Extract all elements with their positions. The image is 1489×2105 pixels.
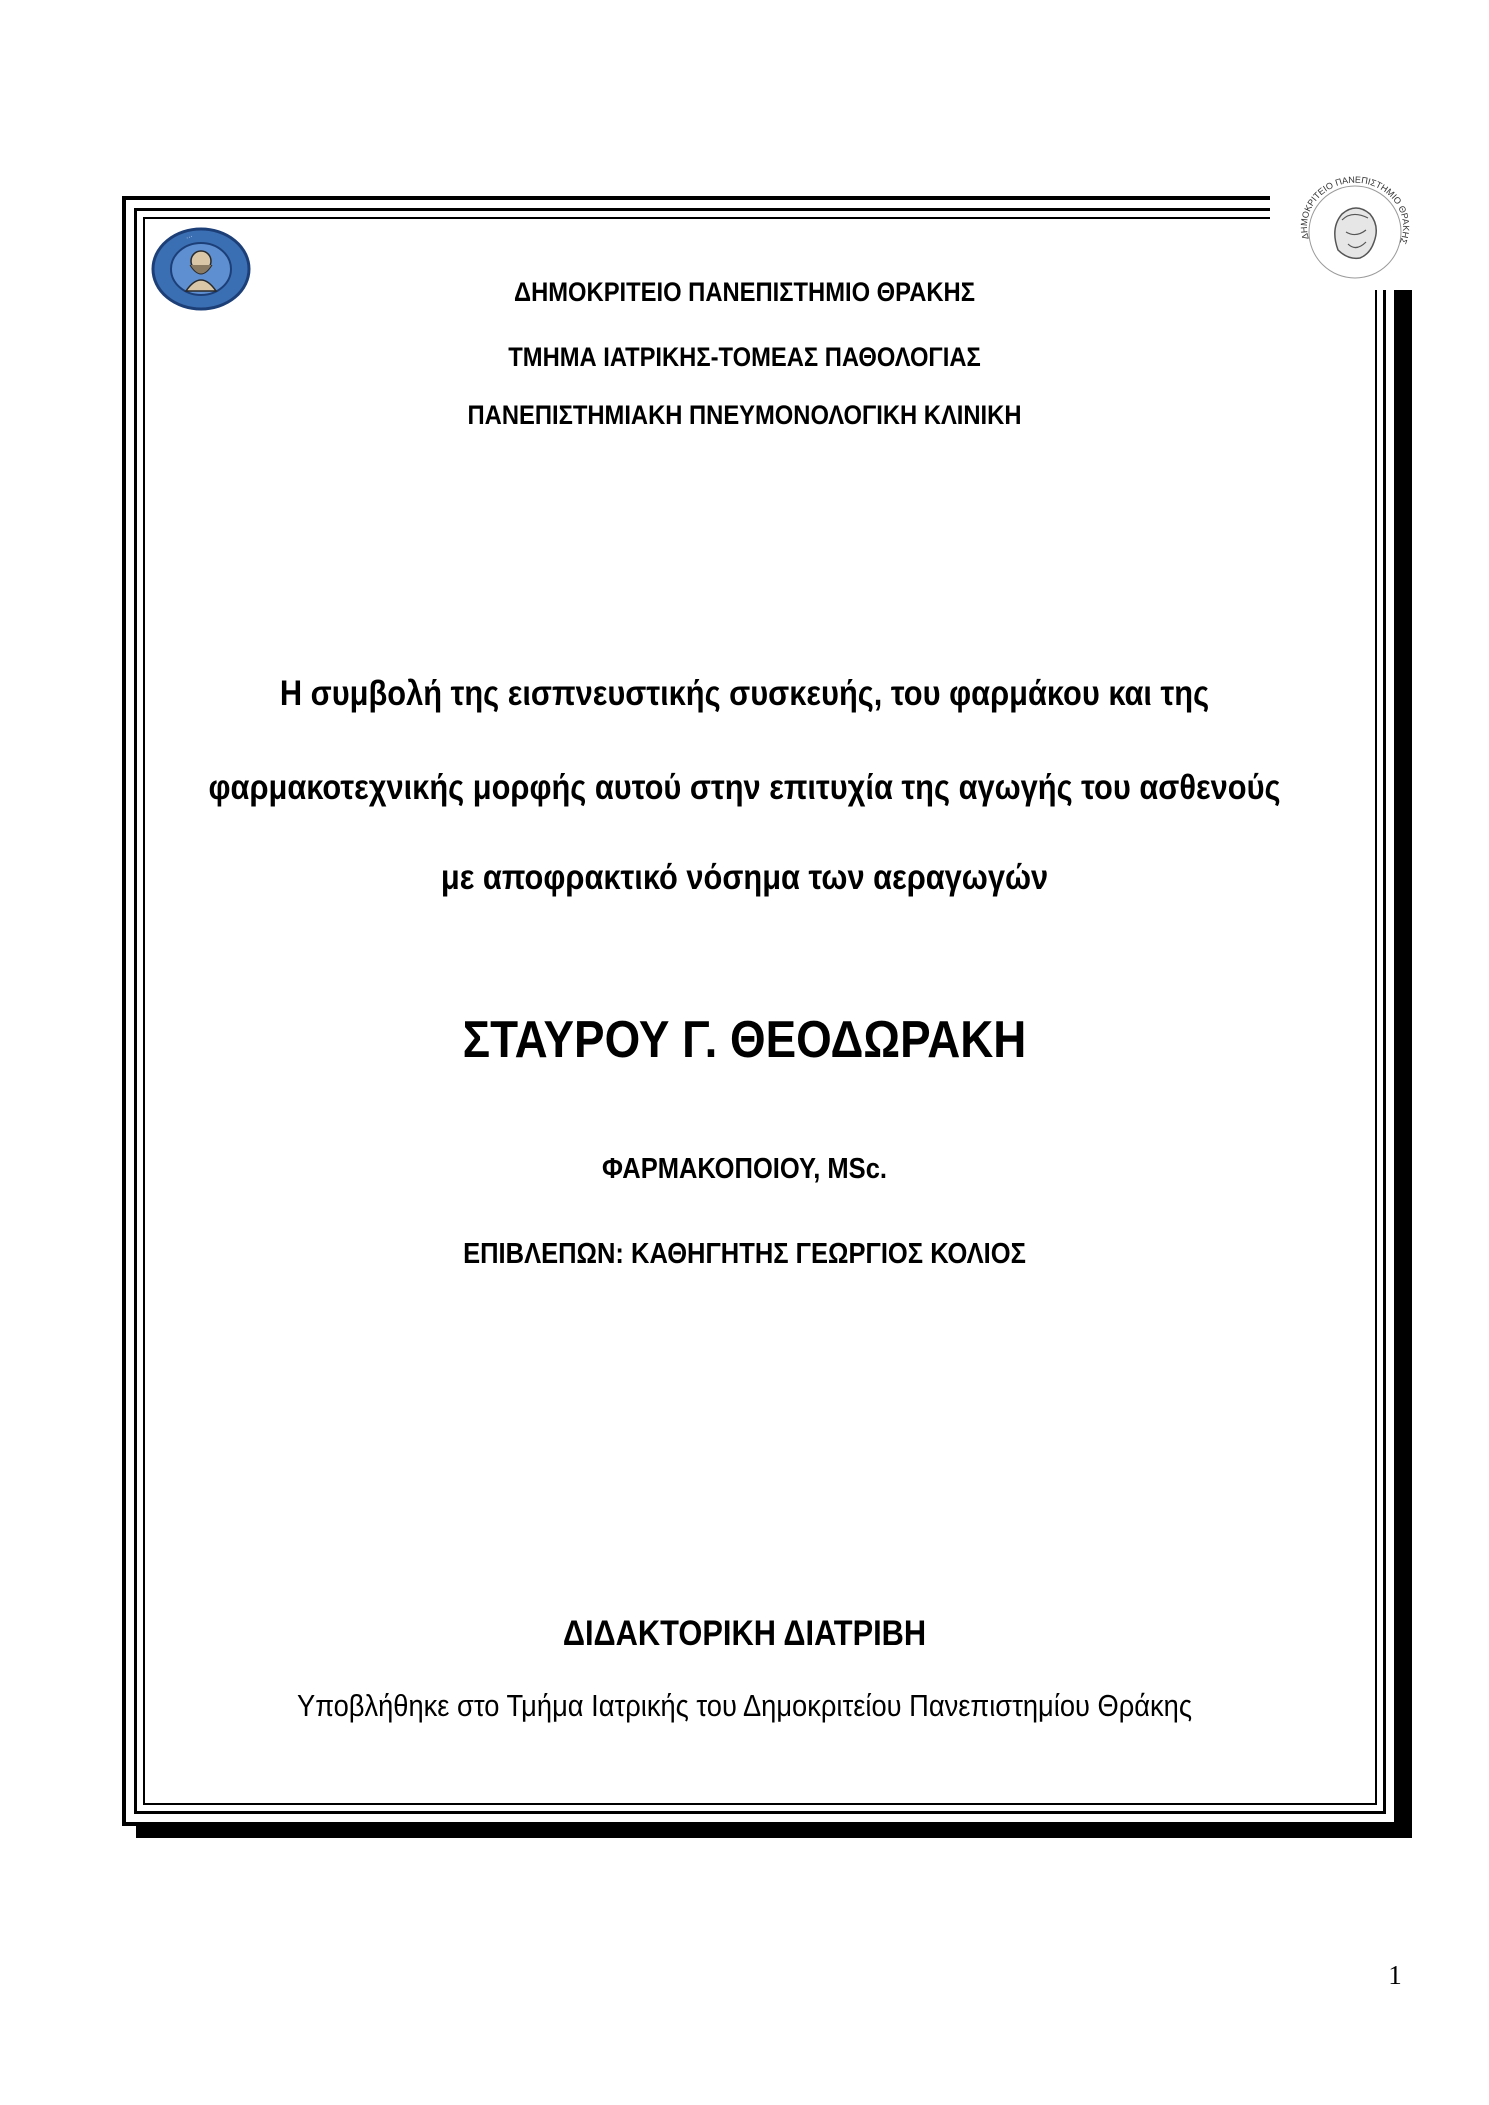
author-profession: ΦΑΡΜΑΚΟΠΟΙΟΥ, MSc. bbox=[602, 1153, 887, 1185]
thesis-title-line-1: Η συμβολή της εισπνευστικής συσκευής, του φαρμάκου και της bbox=[279, 674, 1210, 713]
thesis-title-line-2: φαρμακοτεχνικής μορφής αυτού στην επιτυχία της αγωγής του ασθενούς bbox=[208, 768, 1281, 807]
democritus-head-seal-icon bbox=[1290, 172, 1420, 284]
supervisor: ΕΠΙΒΛΕΠΩΝ: ΚΑΘΗΓΗΤΗΣ ΓΕΩΡΓΙΟΣ ΚΟΛΙΟΣ bbox=[463, 1238, 1026, 1270]
author-name: ΣΤΑΥΡΟΥ Γ. ΘΕΟΔΩΡΑΚΗ bbox=[462, 1011, 1027, 1069]
clinic-name: ΠΑΝΕΠΙΣΤΗΜΙΑΚΗ ΠΝΕΥΜΟΝΟΛΟΓΙΚΗ ΚΛΙΝΙΚΗ bbox=[467, 400, 1022, 430]
thesis-type: ΔΙΔΑΚΤΟΡΙΚΗ ΔΙΑΤΡΙΒΗ bbox=[562, 1614, 927, 1653]
seal-ring-text: ΔΗΜΟΚΡΙΤΕΙΟ ΠΑΝΕΠΙΣΤΗΜΙΟ ΘΡΑΚΗΣ bbox=[1298, 174, 1412, 246]
department-name: ΤΜΗΜΑ ΙΑΤΡΙΚΗΣ-ΤΟΜΕΑΣ ΠΑΘΟΛΟΓΙΑΣ bbox=[508, 342, 981, 372]
page-number: 1 bbox=[1388, 1960, 1402, 1990]
institution-name: ΔΗΜΟΚΡΙΤΕΙΟ ΠΑΝΕΠΙΣΤΗΜΙΟ ΘΡΑΚΗΣ bbox=[514, 277, 975, 307]
thesis-title-line-3: με αποφρακτικό νόσημα των αεραγωγών bbox=[440, 858, 1049, 897]
submission-note: Υποβλήθηκε στο Τμήμα Ιατρικής του Δημοκριτείου Πανεπιστημίου Θράκης bbox=[297, 1688, 1192, 1723]
svg-text:···: ··· bbox=[185, 233, 195, 243]
